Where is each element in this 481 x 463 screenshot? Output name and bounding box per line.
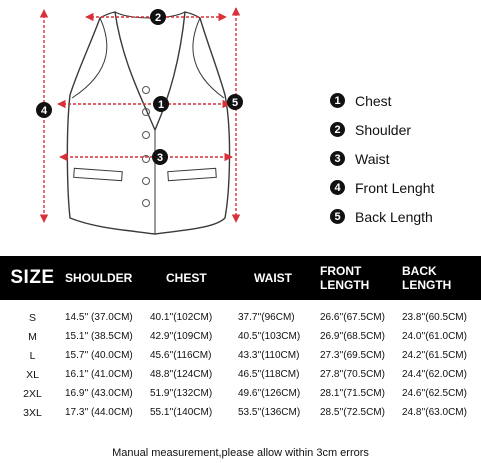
measurement-legend [330,86,480,231]
measurement-cell: 55.1''(140CM) [150,407,213,418]
table-row [0,403,481,422]
legend-item-shoulder [330,115,480,144]
size-cell: L [29,349,36,362]
table-row [0,384,481,403]
header-waist: WAIST [238,256,320,300]
table-row [0,300,481,327]
measurement-cell: 14.5'' (37.0CM) [65,312,133,323]
measurement-cell: 16.9'' (43.0CM) [65,388,133,399]
legend-item-waist [330,144,480,173]
table-row [0,365,481,384]
measurement-cell: 27.8''(70.5CM) [320,369,385,380]
legend-item-chest [330,86,480,115]
header-chest: CHEST [150,256,238,300]
marker-waist [152,149,168,165]
measurement-cell: 48.8''(124CM) [150,369,213,380]
legend-number: 1 [330,93,345,108]
measurement-cell: 40.5''(103CM) [238,331,301,342]
measurement-cell: 24.0''(61.0CM) [402,331,467,342]
measurement-cell: 49.6''(126CM) [238,388,301,399]
marker-shoulder [150,9,166,25]
vest-right-pocket [168,168,217,180]
legend-number: 4 [330,180,345,195]
header-back-length: BACK LENGTH [402,256,481,300]
svg-text:2: 2 [154,12,162,24]
marker-back-length [227,94,243,110]
table-row [0,327,481,346]
legend-item-front-length [330,173,480,202]
measurement-cell: 23.8''(60.5CM) [402,312,467,323]
vest-left-pocket [74,168,123,180]
header-size: SIZE [0,256,65,300]
measurement-cell: 43.3''(110CM) [238,350,300,361]
vest-right-armhole [193,18,224,98]
measurement-cell: 15.1'' (38.5CM) [65,331,133,342]
vest-left-armhole [72,18,107,98]
measurement-cell: 24.6''(62.5CM) [402,388,467,399]
measurement-cell: 24.2''(61.5CM) [402,350,467,361]
measurement-cell: 40.1''(102CM) [150,312,213,323]
marker-chest [153,96,169,112]
svg-text:4: 4 [40,105,48,117]
size-cell: 2XL [23,387,42,400]
measurement-cell: 24.4''(62.0CM) [402,369,467,380]
size-cell: XL [26,368,39,381]
measurement-cell: 28.1''(71.5CM) [320,388,385,399]
measurement-cell: 16.1'' (41.0CM) [65,369,133,380]
size-cell: 3XL [23,406,42,419]
measurement-cell: 37.7''(96CM) [238,312,295,323]
legend-label: Front Lenght [355,179,435,196]
measurement-cell: 28.5''(72.5CM) [320,407,385,418]
size-chart-table [0,256,481,422]
table-header-row [0,256,481,300]
measurement-cell: 46.5''(118CM) [238,369,300,380]
measurement-cell: 45.6''(116CM) [150,350,212,361]
legend-label: Shoulder [355,121,412,138]
measurement-cell: 17.3'' (44.0CM) [65,407,133,418]
measurement-cell: 24.8''(63.0CM) [402,407,467,418]
legend-label: Chest [355,92,392,109]
measurement-cell: 15.7'' (40.0CM) [65,350,133,361]
vest-collar [115,12,185,18]
measurement-cell: 26.9''(68.5CM) [320,331,385,342]
size-cell: S [28,311,36,324]
table-row [0,346,481,365]
legend-label: Back Length [355,208,433,225]
header-front-length: FRONT LENGTH [320,256,402,300]
svg-text:1: 1 [157,99,165,111]
legend-item-back-length [330,202,480,231]
measurement-cell: 51.9''(132CM) [150,388,213,399]
legend-number: 2 [330,122,345,137]
measurement-cell: 27.3''(69.5CM) [320,350,385,361]
svg-text:3: 3 [156,152,164,164]
measurement-cell: 53.5''(136CM) [238,407,301,418]
header-shoulder: SHOULDER [65,256,150,300]
legend-number: 5 [330,209,345,224]
measurement-cell: 26.6''(67.5CM) [320,312,385,323]
measurement-cell: 42.9''(109CM) [150,331,213,342]
legend-number: 3 [330,151,345,166]
legend-label: Waist [355,150,390,167]
measurement-note: Manual measurement,please allow within 3cm errors [112,447,369,459]
marker-front-length [36,102,52,118]
svg-text:5: 5 [231,97,239,109]
size-cell: M [28,330,37,343]
